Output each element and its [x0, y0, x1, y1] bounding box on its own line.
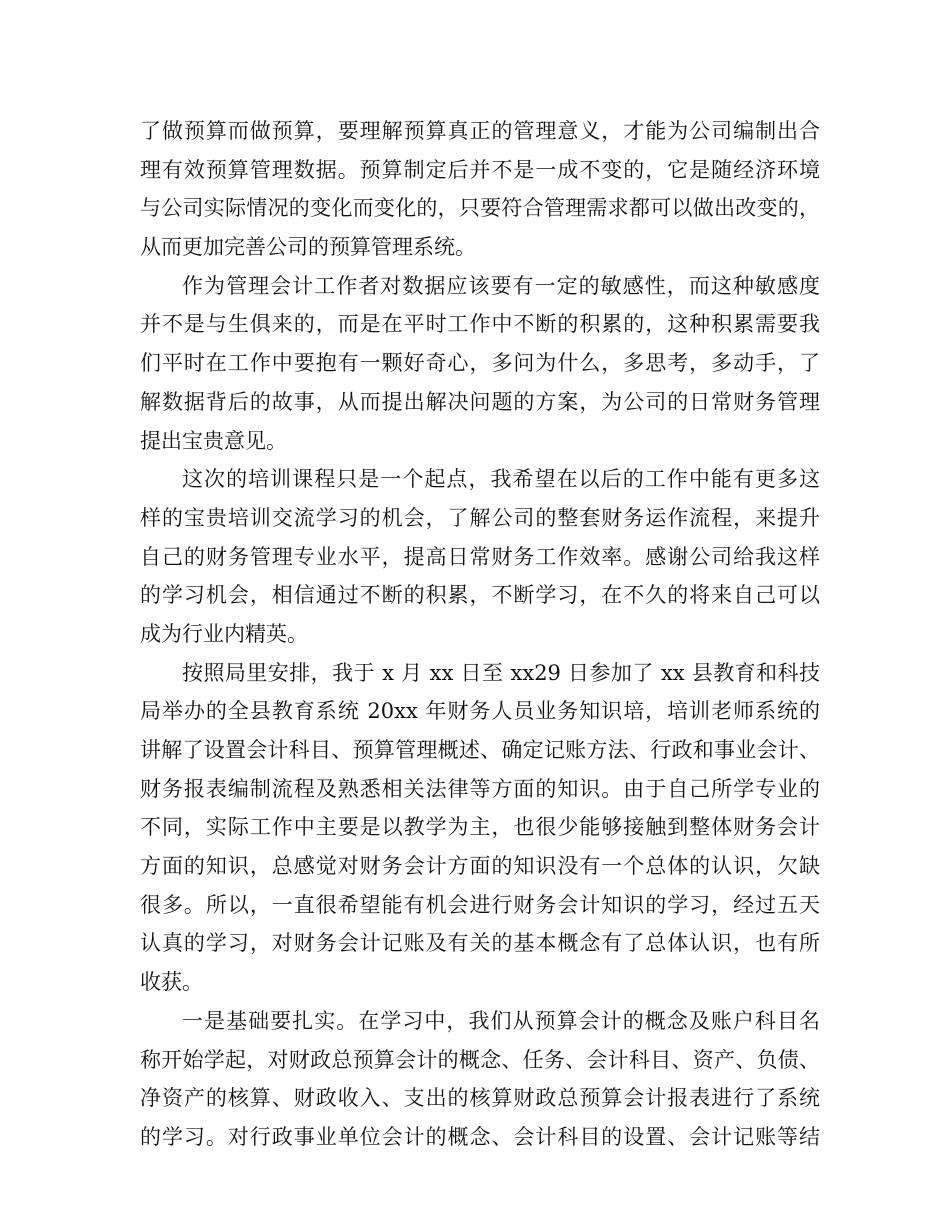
text-line: 的学习机会，相信通过不断的积累，不断学习，在不久的将来自己可以 — [140, 583, 820, 608]
text-line: 局举办的全县教育系统 20xx 年财务人员业务知识培，培训老师系统的 — [140, 699, 820, 724]
text-line: 不同，实际工作中主要是以教学为主，也很少能够接触到整体财务会计 — [140, 815, 820, 840]
text-line: 理有效预算管理数据。预算制定后并不是一成不变的，它是随经济环境 — [140, 157, 820, 182]
paragraph-first-line: 作为管理会计工作者对数据应该要有一定的敏感性，而这种敏感度 — [182, 273, 820, 298]
text-line: 样的宝贵培训交流学习的机会，了解公司的整套财务运作流程，来提升 — [140, 505, 820, 530]
text-line: 们平时在工作中要抱有一颗好奇心，多问为什么，多思考，多动手，了 — [140, 351, 820, 376]
text-line: 解数据背后的故事，从而提出解决问题的方案，为公司的日常财务管理 — [140, 389, 820, 414]
text-line: 成为行业内精英。 — [140, 621, 308, 646]
text-line: 并不是与生俱来的，而是在平时工作中不断的积累的，这种积累需要我 — [140, 312, 820, 337]
text-line: 很多。所以，一直很希望能有机会进行财务会计知识的学习，经过五天 — [140, 892, 820, 917]
text-line: 从而更加完善公司的预算管理系统。 — [140, 235, 476, 260]
text-line: 称开始学起，对财政总预算会计的概念、任务、会计科目、资产、负债、 — [140, 1047, 820, 1072]
paragraph-first-line: 按照局里安排，我于 x 月 xx 日至 xx29 日参加了 xx 县教育和科技 — [182, 660, 820, 685]
text-line: 提出宝贵意见。 — [140, 428, 287, 453]
text-line: 方面的知识，总感觉对财务会计方面的知识没有一个总体的认识，欠缺 — [140, 854, 820, 879]
paragraph-first-line: 一是基础要扎实。在学习中，我们从预算会计的概念及账户科目名 — [182, 1008, 820, 1033]
text-line: 净资产的核算、财政收入、支出的核算财政总预算会计报表进行了系统 — [140, 1086, 820, 1111]
document-body — [140, 112, 820, 1157]
text-line: 的学习。对行政事业单位会计的概念、会计科目的设置、会计记账等结 — [140, 1124, 820, 1149]
text-line: 财务报表编制流程及熟悉相关法律等方面的知识。由于自己所学专业的 — [140, 776, 820, 801]
text-line: 讲解了设置会计科目、预算管理概述、确定记账方法、行政和事业会计、 — [140, 738, 820, 762]
text-line: 自己的财务管理专业水平，提高日常财务工作效率。感谢公司给我这样 — [140, 544, 820, 569]
paragraph-first-line: 这次的培训课程只是一个起点，我希望在以后的工作中能有更多这 — [182, 467, 820, 492]
text-line: 收获。 — [140, 970, 203, 995]
text-line: 与公司实际情况的变化而变化的，只要符合管理需求都可以做出改变的， — [140, 196, 820, 221]
text-line: 了做预算而做预算，要理解预算真正的管理意义，才能为公司编制出合 — [140, 119, 820, 143]
text-line: 认真的学习，对财务会计记账及有关的基本概念有了总体认识，也有所 — [140, 931, 820, 956]
